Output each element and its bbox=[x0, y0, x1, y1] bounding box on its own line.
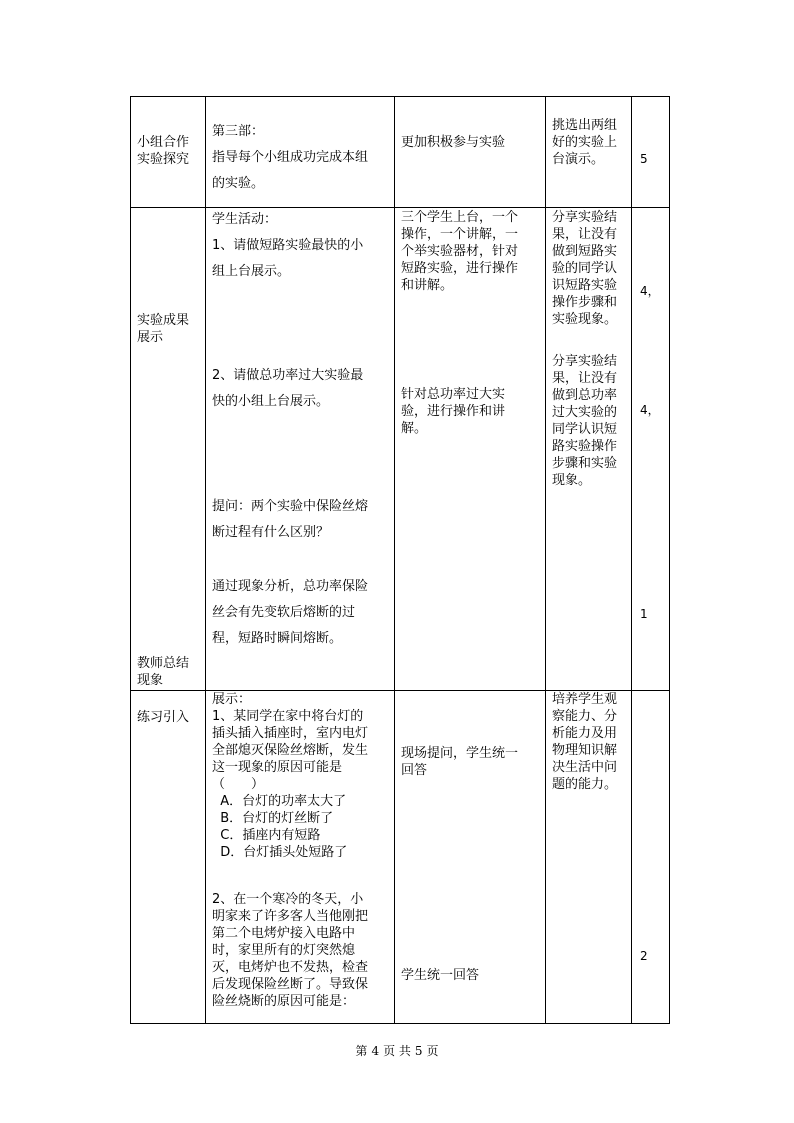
stage-cell bbox=[131, 208, 206, 691]
teacher-activity-text: 第三部： 指导每个小组成功完成本组 的实验。 bbox=[212, 124, 369, 191]
stage-label: 小组合作 实验探究 bbox=[137, 135, 190, 167]
time-value: 4， bbox=[640, 403, 660, 417]
teacher-summary-text: 通过现象分析，总功率保险 丝会有先变软后熔断的过 程，短路时瞬间熔断。 bbox=[212, 579, 369, 646]
design-intent-cell bbox=[546, 691, 632, 1024]
teacher-question-text: 提问：两个实验中保险丝熔 断过程有什么区别？ bbox=[212, 499, 369, 540]
time-cell bbox=[632, 208, 670, 691]
time-value: 5 bbox=[640, 152, 648, 166]
time-value: 2 bbox=[640, 949, 648, 963]
design-intent-text: 分享实验结 果，让没有 做到短路实 验的同学认 识短路实验 操作步骤和 实验现象。 bbox=[552, 210, 618, 327]
student-activity-text: 针对总功率过大实 验，进行操作和讲 解。 bbox=[401, 387, 506, 436]
total-page-number: 5 bbox=[414, 1044, 423, 1058]
stage-label-results: 实验成果 展示 bbox=[137, 313, 190, 345]
option-b: B．台灯的灯丝断了 bbox=[212, 811, 334, 826]
student-activity-cell bbox=[395, 691, 546, 1024]
student-activity-text: 现场提问，学生统一 回答 bbox=[401, 746, 519, 778]
stage-cell bbox=[131, 691, 206, 1024]
teacher-activity-cell bbox=[206, 691, 395, 1024]
option-c: C．插座内有短路 bbox=[212, 828, 321, 843]
time-cell bbox=[632, 97, 670, 208]
exercise-two-text: 2、在一个寒冷的冬天，小 明家来了许多客人当他刚把 第二个电烤炉接入电路中 时，家里所有的灯突然熄 灭，电烤炉也不发热，检查 后发现保险丝断了。导致保 险丝烧断的原因可能是： bbox=[212, 892, 369, 1009]
option-d: D．台灯插头处短路了 bbox=[212, 845, 348, 860]
table-row-practice bbox=[131, 691, 670, 1024]
student-activity-cell bbox=[395, 97, 546, 208]
design-intent-text: 挑选出两组 好的实验上 台演示。 bbox=[552, 118, 618, 167]
current-page-number: 4 bbox=[371, 1044, 380, 1058]
time-cell bbox=[632, 691, 670, 1024]
student-activity-cell bbox=[395, 208, 546, 691]
design-intent-cell bbox=[546, 208, 632, 691]
teacher-activity-cell bbox=[206, 97, 395, 208]
lesson-plan-table bbox=[130, 96, 670, 1024]
option-a: A．台灯的功率太大了 bbox=[212, 794, 347, 809]
teacher-activity-cell bbox=[206, 208, 395, 691]
teacher-activity-text: 2、请做总功率过大实验最 快的小组上台展示。 bbox=[212, 368, 364, 409]
stage-cell bbox=[131, 97, 206, 208]
exercise-one-text: 展示： 1、某同学在家中将台灯的 插头插入插座时，室内电灯 全部熄灭保险丝熔断，发生 这一现象的原因可能是 （ ） A．台灯的功率太大了 B．台灯的灯丝断了 C．插座内有短路 D．台灯插头处短路了 bbox=[212, 692, 369, 860]
student-activity-text: 三个学生上台，一个 操作，一个讲解，一 个举实验器材，针对 短路实验，进行操作 和讲解。 bbox=[401, 210, 519, 293]
stage-label: 练习引入 bbox=[137, 710, 190, 725]
stage-label-summary: 教师总结 现象 bbox=[137, 656, 190, 688]
table-row-results bbox=[131, 208, 670, 691]
design-intent-cell bbox=[546, 97, 632, 208]
student-activity-text: 学生统一回答 bbox=[401, 968, 480, 983]
design-intent-text: 分享实验结 果，让没有 做到总功率 过大实验的 同学认识短 路实验操作 步骤和实验 现象。 bbox=[552, 354, 618, 488]
time-value: 1 bbox=[640, 607, 648, 621]
student-activity-text: 更加积极参与实验 bbox=[401, 135, 506, 150]
time-value: 4， bbox=[640, 284, 660, 298]
design-intent-text: 培养学生观 察能力、分 析能力及用 物理知识解 决生活中问 题的能力。 bbox=[552, 692, 618, 792]
teacher-activity-text: 学生活动： 1、请做短路实验最快的小 组上台展示。 bbox=[212, 212, 364, 279]
table-row-group-experiment bbox=[131, 97, 670, 208]
page-footer: 第 4 页 共 5 页 bbox=[355, 1044, 439, 1058]
